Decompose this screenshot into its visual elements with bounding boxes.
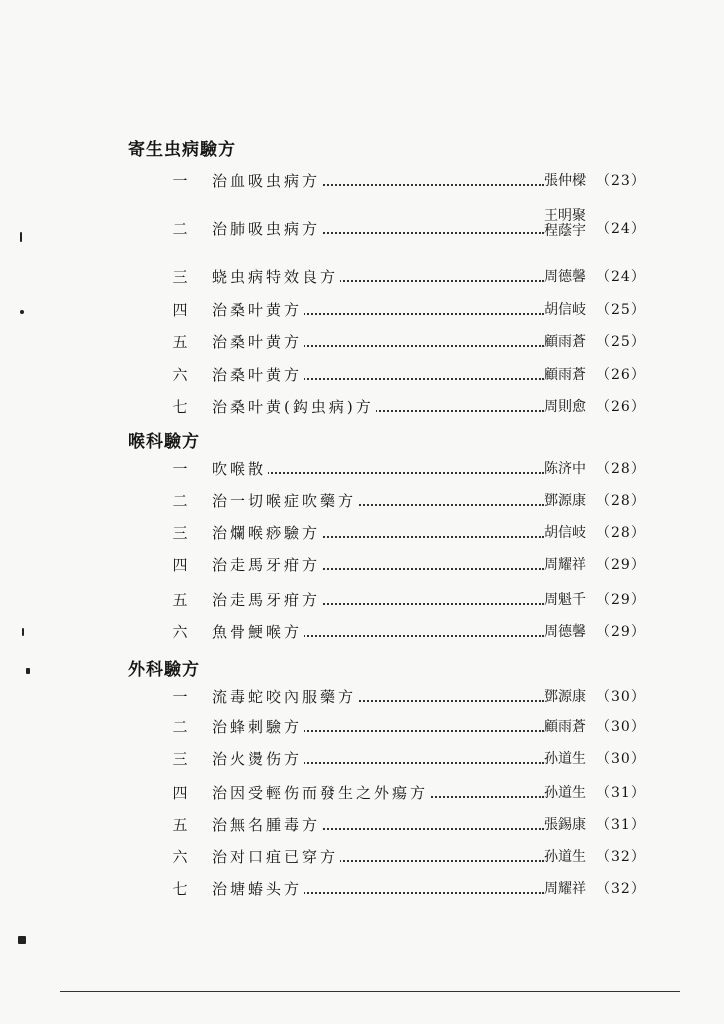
entry-page: （31） [596,817,646,833]
entry-number: 六 [172,366,188,384]
entry-author: 顧雨蒼 [544,331,596,351]
entry-page: （26） [596,399,646,415]
section-title: 寄生虫病驗方 [128,140,236,160]
entry-title: 治爛喉痧驗方 [212,524,321,542]
entry-page: （26） [596,367,646,383]
entry-author: 周則愈 [544,396,596,416]
entry-author: 周魁千 [544,589,596,609]
entry-author: 鄧源康 [544,686,596,706]
scan-speck [22,628,24,636]
entry-page: （23） [596,173,646,189]
entry-number: 二 [172,220,188,238]
entry-title: 治桑叶黄方 [212,366,303,384]
entry-author: 張錫康 [544,814,596,834]
entry-number: 一 [172,460,188,478]
entry-page: （31） [596,785,646,801]
toc-entry [0,814,724,838]
toc-entry [0,686,724,710]
entry-number: 六 [172,848,188,866]
entry-page: （28） [596,525,646,541]
toc-entry [0,208,724,242]
toc-entry [0,589,724,613]
entry-title: 治火燙伤方 [212,750,303,768]
entry-number: 四 [172,784,188,802]
entry-number: 七 [172,880,188,898]
entry-number: 一 [172,688,188,706]
entry-page: （28） [596,461,646,477]
section-title: 外科驗方 [128,660,200,680]
entry-page: （29） [596,624,646,640]
entry-author: 孙道生 [544,748,596,768]
entry-number: 五 [172,591,188,609]
entry-author [544,209,596,239]
entry-author-line: 程蔭宇 [544,223,586,239]
entry-page: （24） [596,269,646,285]
entry-author: 胡信岐 [544,299,596,319]
entry-title: 治对口疽已穿方 [212,848,339,866]
entry-title: 治肺吸虫病方 [212,220,321,238]
toc-entry [0,554,724,578]
entry-page: （28） [596,493,646,509]
toc-entry [0,621,724,645]
scan-speck [26,668,30,674]
scan-speck [18,936,26,944]
entry-title: 治無名腫毒方 [212,816,321,834]
entry-page: （30） [596,719,646,735]
entry-page: （24） [596,221,646,237]
toc-entry [0,490,724,514]
entry-title: 流毒蛇咬內服藥方 [212,688,357,706]
entry-author: 陈济中 [544,458,596,478]
entry-title: 蛲虫病特效良方 [212,268,339,286]
entry-number: 三 [172,524,188,542]
entry-title: 治走馬牙疳方 [212,556,321,574]
entry-author: 胡信岐 [544,522,596,542]
entry-title: 治因受輕伤而發生之外瘍方 [212,784,429,802]
entry-author-line: 王明聚 [544,208,586,224]
entry-number: 六 [172,623,188,641]
entry-author: 周德馨 [544,621,596,641]
entry-author: 鄧源康 [544,490,596,510]
entry-number: 一 [172,172,188,190]
toc-entry [0,522,724,546]
entry-number: 四 [172,556,188,574]
entry-title: 治塘蝽头方 [212,880,303,898]
toc-entry [0,716,724,740]
entry-author: 孙道生 [544,782,596,802]
entry-title: 治桑叶黄方 [212,333,303,351]
entry-author: 周德馨 [544,266,596,286]
entry-number: 五 [172,816,188,834]
entry-title: 吹喉散 [212,460,267,478]
bottom-rule [60,991,680,992]
scan-speck [20,232,22,242]
toc-entry [0,878,724,902]
entry-page: （29） [596,557,646,573]
entry-number: 七 [172,398,188,416]
entry-title: 治桑叶黄(鈎虫病)方 [212,398,374,416]
entry-page: （25） [596,334,646,350]
entry-author: 周耀祥 [544,554,596,574]
entry-page: （30） [596,751,646,767]
toc-entry [0,170,724,194]
entry-title: 治血吸虫病方 [212,172,321,190]
entry-page: （32） [596,881,646,897]
entry-title: 治一切喉症吹藥方 [212,492,357,510]
toc-entry [0,396,724,420]
entry-number: 二 [172,492,188,510]
toc-entry [0,748,724,772]
entry-page: （32） [596,849,646,865]
entry-number: 三 [172,268,188,286]
toc-entry [0,266,724,290]
entry-number: 三 [172,750,188,768]
toc-entry [0,782,724,806]
entry-title: 治走馬牙疳方 [212,591,321,609]
entry-page: （29） [596,592,646,608]
toc-entry [0,846,724,870]
entry-page: （25） [596,302,646,318]
scan-speck [20,310,24,314]
section-title: 喉科驗方 [128,432,200,452]
entry-number: 五 [172,333,188,351]
entry-author: 孙道生 [544,846,596,866]
entry-number: 二 [172,718,188,736]
entry-author: 顧雨蒼 [544,716,596,736]
entry-author: 顧雨蒼 [544,364,596,384]
entry-title: 治桑叶黄方 [212,301,303,319]
entry-title: 治蜂刺驗方 [212,718,303,736]
entry-title: 魚骨鯁喉方 [212,623,303,641]
entry-author: 周耀祥 [544,878,596,898]
entry-author: 張仲樑 [544,170,596,190]
entry-page: （30） [596,689,646,705]
toc-entry [0,331,724,355]
toc-entry [0,299,724,323]
toc-entry [0,458,724,482]
toc-entry [0,364,724,388]
entry-number: 四 [172,301,188,319]
